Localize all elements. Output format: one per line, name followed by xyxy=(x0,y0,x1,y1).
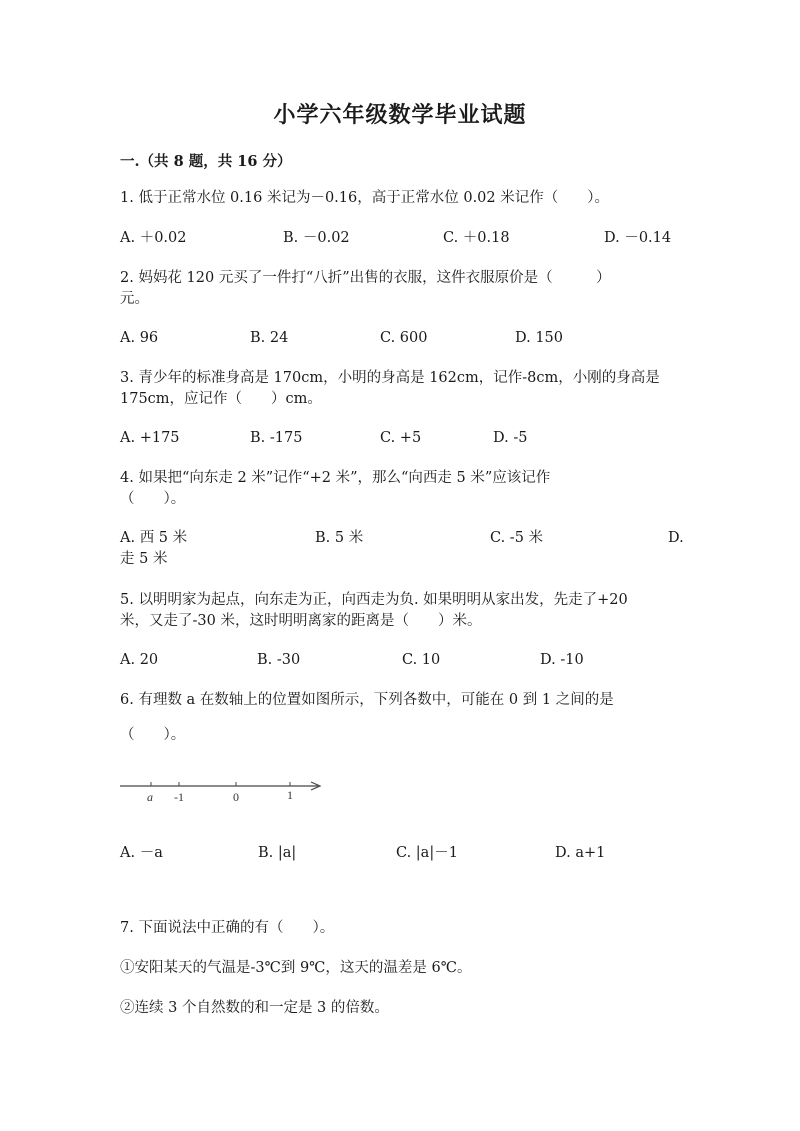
q3-option-b: B. -175 xyxy=(250,430,303,446)
question-2-text: 2. 妈妈花 120 元买了一件打“八折”出售的衣服，这件衣服原价是（ ） xyxy=(120,270,611,286)
question-1-text: 1. 低于正常水位 0.16 米记为－0.16，高于正常水位 0.02 米记作（ ）。 xyxy=(120,190,609,206)
q5-option-c: C. 10 xyxy=(402,652,441,668)
q5-option-b: B. -30 xyxy=(257,652,301,668)
q4-option-a: A. 西 5 米 xyxy=(120,530,188,546)
question-6-text: 6. 有理数 a 在数轴上的位置如图所示，下列各数中，可能在 0 到 1 之间的是 xyxy=(120,692,614,708)
page-title: 小学六年级数学毕业试题 xyxy=(273,102,527,128)
question-2-text-cont: 元。 xyxy=(120,291,149,307)
q4-option-d: D. xyxy=(668,530,684,546)
question-5-text-cont: 米，又走了-30 米，这时明明离家的距离是（ ）米。 xyxy=(120,613,482,629)
q2-option-d: D. 150 xyxy=(515,330,564,346)
question-3-text: 3. 青少年的标准身高是 170cm，小明的身高是 162cm，记作-8cm，小刚的身高是 xyxy=(120,370,660,386)
q6-option-d: D. a+1 xyxy=(555,845,606,861)
q6-option-b: B. |a| xyxy=(258,845,297,861)
question-5-text: 5. 以明明家为起点，向东走为正，向西走为负. 如果明明从家出发，先走了+20 xyxy=(120,592,628,608)
label-0: 0 xyxy=(233,790,239,804)
q4-option-c: C. -5 米 xyxy=(490,530,544,546)
q6-option-a: A. －a xyxy=(120,845,163,861)
q6-option-c: C. |a|－1 xyxy=(396,845,458,861)
question-7-text: 7. 下面说法中正确的有（ ）。 xyxy=(120,920,335,936)
question-4-text-cont: （ ）。 xyxy=(120,491,186,507)
question-4-text: 4. 如果把“向东走 2 米”记作“+2 米”，那么“向西走 5 米”应该记作 xyxy=(120,470,551,486)
label-1: 1 xyxy=(287,788,293,802)
q3-option-d: D. -5 xyxy=(493,430,528,446)
q5-option-a: A. 20 xyxy=(120,652,159,668)
q1-option-b: B. －0.02 xyxy=(283,230,350,246)
question-7-statement-2: ②连续 3 个自然数的和一定是 3 的倍数。 xyxy=(120,1000,389,1016)
q3-option-a: A. +175 xyxy=(120,430,180,446)
q3-option-c: C. +5 xyxy=(380,430,422,446)
q2-option-a: A. 96 xyxy=(120,330,159,346)
q1-option-c: C. ＋0.18 xyxy=(443,230,510,246)
q2-option-c: C. 600 xyxy=(380,330,428,346)
label-a: a xyxy=(147,790,153,804)
q4-option-d-cont: 走 5 米 xyxy=(120,551,168,567)
question-7-statement-1: ①安阳某天的气温是-3℃到 9℃，这天的温差是 6℃。 xyxy=(120,960,472,976)
q1-option-d: D. －0.14 xyxy=(604,230,672,246)
q5-option-d: D. -10 xyxy=(540,652,584,668)
q2-option-b: B. 24 xyxy=(250,330,289,346)
section-heading: 一.（共 8 题，共 16 分） xyxy=(120,153,292,170)
q4-option-b: B. 5 米 xyxy=(315,530,364,546)
number-line-figure xyxy=(115,776,330,808)
q1-option-a: A. ＋0.02 xyxy=(120,230,187,246)
question-3-text-cont: 175cm，应记作（ ）cm。 xyxy=(120,391,322,407)
question-6-text-cont: （ ）。 xyxy=(120,727,186,743)
label-neg1: -1 xyxy=(174,790,184,804)
